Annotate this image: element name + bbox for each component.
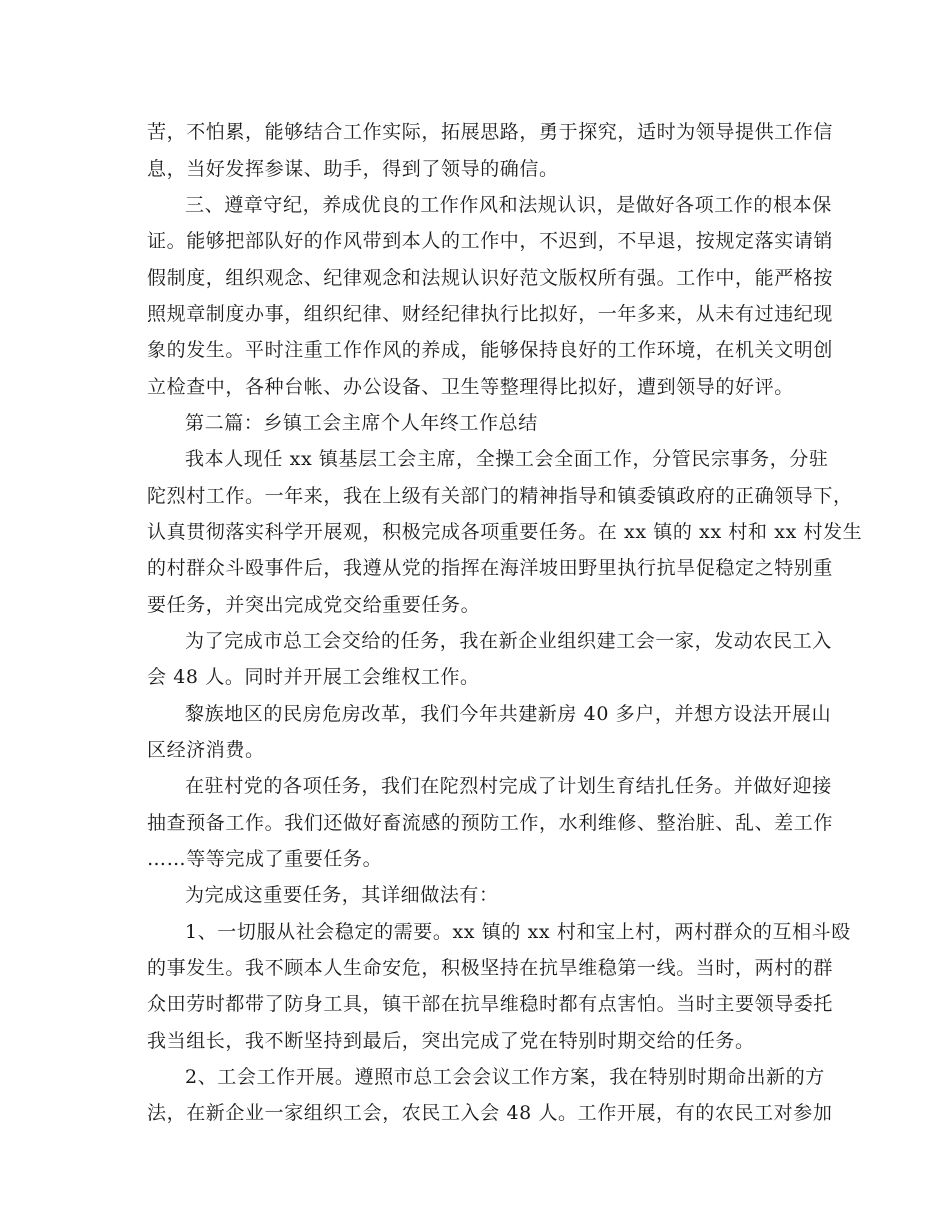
text-line-10: 我本人现任 xx 镇基层工会主席，全操工会全面工作，分管民宗事务，分驻: [185, 448, 829, 470]
text-line-13: 的村群众斗殴事件后，我遵从党的指挥在海洋坡田野里执行抗旱促稳定之特别重: [147, 557, 834, 579]
text-line-4: 证。能够把部队好的作风带到本人的工作中，不迟到，不早退，按规定落实请销: [147, 230, 834, 252]
text-line-18: 区经济消费。: [147, 739, 265, 761]
text-line-2: 息，当好发挥参谋、助手，得到了领导的确信。: [147, 158, 559, 180]
text-line-25: 众田劳时都带了防身工具，镇干部在抗旱维稳时都有点害怕。当时主要领导委托: [147, 993, 834, 1015]
text-line-21: ……等等完成了重要任务。: [147, 848, 383, 870]
text-line-27: 2、工会工作开展。遵照市总工会会议工作方案，我在特别时期命出新的方: [185, 1066, 825, 1088]
text-line-7: 象的发生。平时注重工作作风的养成，能够保持良好的工作环境，在机关文明创: [147, 339, 834, 361]
text-line-3: 三、遵章守纪，养成优良的工作作风和法规认识，是做好各项工作的根本保: [185, 194, 832, 216]
text-line-5: 假制度，组织观念、纪律观念和法规认识好范文版权所有强。工作中，能严格按: [147, 267, 834, 289]
text-line-11: 陀烈村工作。一年来，我在上级有关部门的精神指导和镇委镇政府的正确领导下，: [147, 485, 853, 507]
text-line-14: 要任务，并突出完成党交给重要任务。: [147, 594, 481, 616]
text-line-22: 为完成这重要任务，其详细做法有：: [185, 884, 499, 906]
text-line-16: 会 48 人。同时并开展工会维权工作。: [147, 666, 480, 688]
text-line-20: 抽查预备工作。我们还做好畜流感的预防工作，水利维修、整治脏、乱、差工作: [147, 812, 834, 834]
text-line-17: 黎族地区的民房危房改革，我们今年共建新房 40 多户，并想方设法开展山: [185, 703, 832, 725]
text-line-24: 的事发生。我不顾本人生命安危，积极坚持在抗旱维稳第一线。当时，两村的群: [147, 957, 834, 979]
text-line-6: 照规章制度办事，组织纪律、财经纪律执行比拟好，一年多来，从未有过违纪现: [147, 303, 834, 325]
text-line-26: 我当组长，我不断坚持到最后，突出完成了党在特别时期交给的任务。: [147, 1030, 755, 1052]
text-line-8: 立检查中，各种台帐、办公设备、卫生等整理得比拟好，遭到领导的好评。: [147, 376, 794, 398]
text-line-15: 为了完成市总工会交给的任务，我在新企业组织建工会一家，发动农民工入: [185, 630, 832, 652]
text-line-19: 在驻村党的各项任务，我们在陀烈村完成了计划生育结扎任务。并做好迎接: [185, 775, 832, 797]
text-line-23: 1、一切服从社会稳定的需要。xx 镇的 xx 村和宝上村，两村群众的互相斗殴: [185, 921, 851, 943]
text-line-28: 法，在新企业一家组织工会，农民工入会 48 人。工作开展，有的农民工对参加: [147, 1102, 833, 1124]
text-line-12: 认真贯彻落实科学开展观，积极完成各项重要任务。在 xx 镇的 xx 村和 xx 村发生: [147, 521, 863, 543]
section-heading: 第二篇：乡镇工会主席个人年终工作总结: [185, 412, 538, 434]
text-line-1: 苦，不怕累，能够结合工作实际，拓展思路，勇于探究，适时为领导提供工作信: [147, 121, 834, 143]
